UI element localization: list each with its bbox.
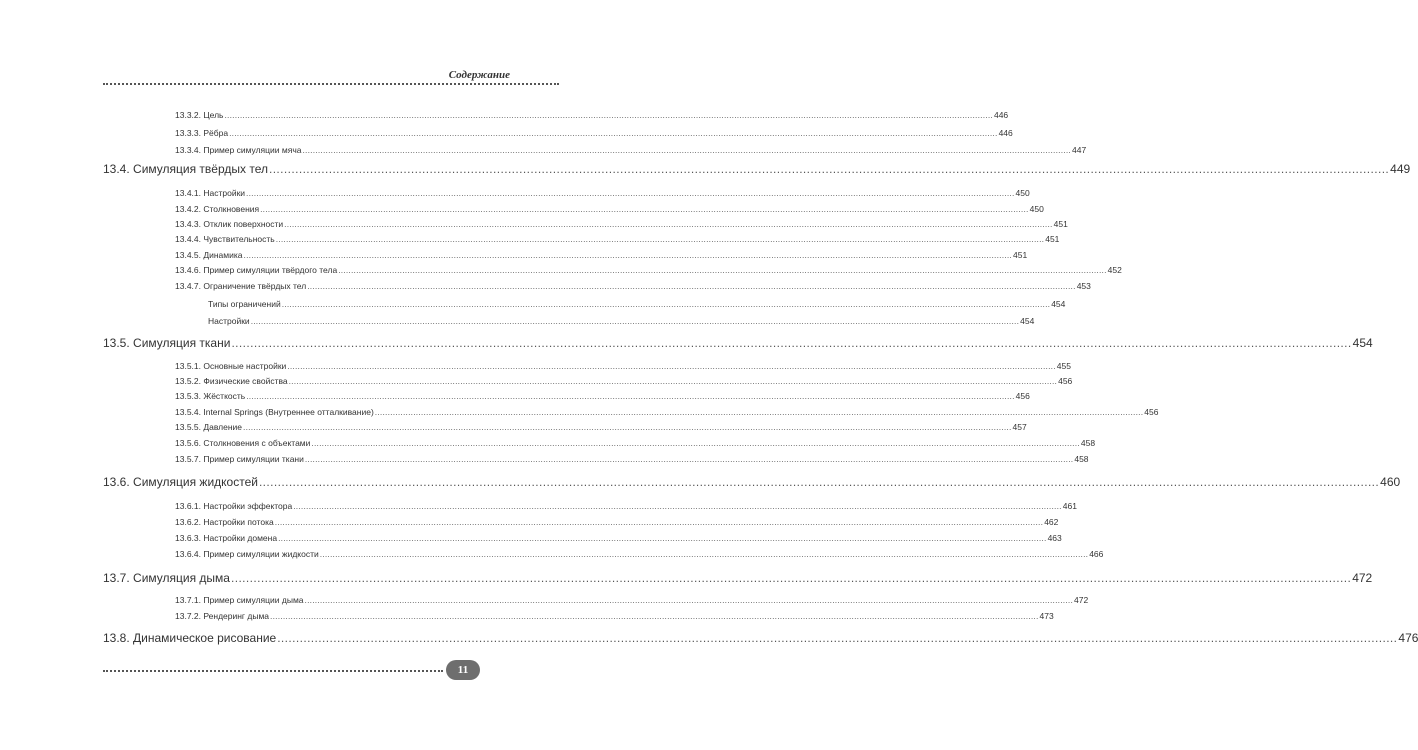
leader-dots: ............................................................................................................................................................................................................................................................................................................ — [319, 549, 1089, 559]
toc-entry-page: 458 — [1074, 454, 1089, 464]
toc-entry-page: 453 — [1076, 281, 1091, 291]
toc-entry-label: 13.4.6. Пример симуляции твёрдого тела — [175, 265, 338, 275]
header-dotted-rule — [103, 83, 559, 85]
toc-section[interactable] — [103, 475, 1401, 489]
toc-entry[interactable] — [175, 145, 1087, 155]
page-number-badge: 11 — [446, 660, 480, 680]
leader-dots: ............................................................................................................................................................................................................................................................................................................ — [304, 595, 1074, 605]
toc-entry-label: 13.3.2. Цель — [175, 110, 224, 120]
toc-entry-page: 451 — [1013, 250, 1028, 260]
toc-entry-label: 13.3.3. Рёбра — [175, 128, 229, 138]
toc-entry-label: 13.4.1. Настройки — [175, 188, 246, 198]
toc-entry[interactable] — [175, 204, 1044, 214]
leader-dots: ............................................................................................................................................................................................................................................................................................................ — [268, 162, 1390, 176]
leader-dots: ............................................................................................................................................................................................................................................................................................................ — [270, 611, 1039, 621]
toc-entry-label: 13.4.2. Столкновения — [175, 204, 260, 214]
toc-entry-page: 455 — [1056, 361, 1071, 371]
page-header-title: Содержание — [448, 69, 510, 81]
leader-dots: ............................................................................................................................................................................................................................................................................................................ — [338, 265, 1107, 275]
toc-subentry-page: 454 — [1051, 299, 1066, 309]
leader-dots: ............................................................................................................................................................................................................................................................................................................ — [229, 128, 998, 138]
toc-section[interactable] — [103, 571, 1373, 585]
toc-entry-page: 456 — [1015, 391, 1030, 401]
leader-dots: ............................................................................................................................................................................................................................................................................................................ — [288, 376, 1058, 386]
toc-section[interactable] — [103, 336, 1373, 350]
toc-entry[interactable] — [175, 595, 1089, 605]
leader-dots: ............................................................................................................................................................................................................................................................................................................ — [224, 110, 993, 120]
toc-section-page: 454 — [1352, 336, 1373, 350]
leader-dots: ............................................................................................................................................................................................................................................................................................................ — [374, 407, 1144, 417]
toc-section-label: 13.5. Симуляция ткани — [103, 336, 231, 350]
toc-entry[interactable] — [175, 438, 1096, 448]
leader-dots: ............................................................................................................................................................................................................................................................................................................ — [243, 422, 1012, 432]
toc-entry-label: 13.5.1. Основные настройки — [175, 361, 287, 371]
leader-dots: ............................................................................................................................................................................................................................................................................................................ — [304, 454, 1074, 464]
leader-dots: ............................................................................................................................................................................................................................................................................................................ — [260, 204, 1029, 214]
toc-section[interactable] — [103, 631, 1418, 645]
toc-entry-label: 13.6.3. Настройки домена — [175, 533, 278, 543]
toc-entry-page: 446 — [998, 128, 1013, 138]
toc-entry[interactable] — [175, 250, 1028, 260]
toc-entry[interactable] — [175, 422, 1027, 432]
toc-entry-label: 13.5.4. Internal Springs (Внутреннее отталкивание) — [175, 407, 374, 417]
toc-entry-page: 456 — [1058, 376, 1073, 386]
leader-dots: ............................................................................................................................................................................................................................................................................................................ — [311, 438, 1080, 448]
toc-entry[interactable] — [175, 391, 1030, 401]
toc-entry[interactable] — [175, 110, 1009, 120]
toc-entry-page: 452 — [1107, 265, 1122, 275]
toc-entry-label: 13.3.4. Пример симуляции мяча — [175, 145, 302, 155]
toc-entry-page: 458 — [1080, 438, 1096, 448]
toc-entry[interactable] — [175, 454, 1089, 464]
toc-entry-label: 13.4.3. Отклик поверхности — [175, 219, 284, 229]
toc-entry[interactable] — [175, 234, 1060, 244]
toc-entry-label: 13.6.2. Настройки потока — [175, 517, 274, 527]
toc-entry-label: 13.5.5. Давление — [175, 422, 243, 432]
toc-subentry[interactable] — [208, 299, 1066, 309]
leader-dots: ............................................................................................................................................................................................................................................................................................................ — [281, 299, 1051, 309]
toc-entry-label: 13.7.1. Пример симуляции дыма — [175, 595, 304, 605]
toc-entry-page: 451 — [1045, 234, 1060, 244]
toc-subentry-label: Типы ограничений — [208, 299, 281, 309]
toc-section-page: 476 — [1398, 631, 1418, 645]
toc-entry-page: 456 — [1144, 407, 1159, 417]
toc-section-label: 13.4. Симуляция твёрдых тел — [103, 162, 268, 176]
toc-entry-label: 13.5.2. Физические свойства — [175, 376, 288, 386]
leader-dots: ............................................................................................................................................................................................................................................................................................................ — [246, 391, 1015, 401]
toc-entry-page: 472 — [1074, 595, 1089, 605]
toc-subentry-label: Настройки — [208, 316, 250, 326]
toc-entry[interactable] — [175, 611, 1054, 621]
toc-entry[interactable] — [175, 517, 1059, 527]
toc-entry-label: 13.6.4. Пример симуляции жидкости — [175, 549, 319, 559]
toc-entry[interactable] — [175, 128, 1013, 138]
toc-section-page: 449 — [1390, 162, 1411, 176]
toc-entry-label: 13.4.5. Динамика — [175, 250, 243, 260]
toc-section-label: 13.7. Симуляция дыма — [103, 571, 230, 585]
toc-entry-page: 450 — [1015, 188, 1030, 198]
leader-dots: ............................................................................................................................................................................................................................................................................................................ — [302, 145, 1071, 155]
leader-dots: ............................................................................................................................................................................................................................................................................................................ — [250, 316, 1020, 326]
toc-entry-label: 13.6.1. Настройки эффектора — [175, 501, 293, 511]
toc-entry[interactable] — [175, 361, 1071, 371]
toc-entry[interactable] — [175, 501, 1077, 511]
leader-dots: ............................................................................................................................................................................................................................................................................................................ — [274, 517, 1044, 527]
toc-section-label: 13.8. Динамическое рисование — [103, 631, 277, 645]
toc-entry-page: 462 — [1044, 517, 1059, 527]
toc-entry[interactable] — [175, 281, 1091, 291]
leader-dots: ............................................................................................................................................................................................................................................................................................................ — [258, 475, 1380, 489]
leader-dots: ............................................................................................................................................................................................................................................................................................................ — [275, 234, 1045, 244]
toc-entry[interactable] — [175, 533, 1062, 543]
leader-dots: ............................................................................................................................................................................................................................................................................................................ — [277, 631, 1398, 645]
toc-entry-label: 13.5.6. Столкновения с объектами — [175, 438, 311, 448]
leader-dots: ............................................................................................................................................................................................................................................................................................................ — [246, 188, 1015, 198]
toc-section[interactable] — [103, 162, 1411, 176]
toc-section-label: 13.6. Симуляция жидкостей — [103, 475, 258, 489]
toc-entry[interactable] — [175, 265, 1122, 275]
toc-entry-page: 473 — [1039, 611, 1054, 621]
toc-section-page: 472 — [1352, 571, 1373, 585]
footer-dotted-rule — [103, 670, 443, 672]
toc-entry[interactable] — [175, 549, 1104, 559]
toc-subentry[interactable] — [208, 316, 1035, 326]
toc-section-page: 460 — [1380, 475, 1401, 489]
toc-entry-label: 13.7.2. Рендеринг дыма — [175, 611, 270, 621]
toc-entry[interactable] — [175, 188, 1030, 198]
toc-entry-label: 13.4.7. Ограничение твёрдых тел — [175, 281, 307, 291]
toc-entry[interactable] — [175, 407, 1159, 417]
toc-entry-label: 13.5.7. Пример симуляции ткани — [175, 454, 304, 464]
leader-dots: ............................................................................................................................................................................................................................................................................................................ — [293, 501, 1062, 511]
leader-dots: ............................................................................................................................................................................................................................................................................................................ — [287, 361, 1056, 371]
toc-entry-page: 446 — [993, 110, 1009, 120]
leader-dots: ............................................................................................................................................................................................................................................................................................................ — [307, 281, 1076, 291]
toc-entry-page: 450 — [1029, 204, 1044, 214]
toc-entry-label: 13.4.4. Чувствительность — [175, 234, 275, 244]
leader-dots: ............................................................................................................................................................................................................................................................................................................ — [284, 219, 1053, 229]
toc-entry[interactable] — [175, 376, 1073, 386]
toc-entry[interactable] — [175, 219, 1068, 229]
leader-dots: ............................................................................................................................................................................................................................................................................................................ — [278, 533, 1047, 543]
toc-entry-page: 451 — [1053, 219, 1068, 229]
toc-entry-page: 466 — [1089, 549, 1104, 559]
toc-entry-label: 13.5.3. Жёсткость — [175, 391, 246, 401]
toc-subentry-page: 454 — [1020, 316, 1035, 326]
leader-dots: ............................................................................................................................................................................................................................................................................................................ — [231, 336, 1352, 350]
leader-dots: ............................................................................................................................................................................................................................................................................................................ — [230, 571, 1352, 585]
toc-entry-page: 461 — [1062, 501, 1077, 511]
toc-entry-page: 457 — [1012, 422, 1027, 432]
leader-dots: ............................................................................................................................................................................................................................................................................................................ — [243, 250, 1012, 260]
toc-entry-page: 447 — [1071, 145, 1087, 155]
toc-entry-page: 463 — [1047, 533, 1062, 543]
